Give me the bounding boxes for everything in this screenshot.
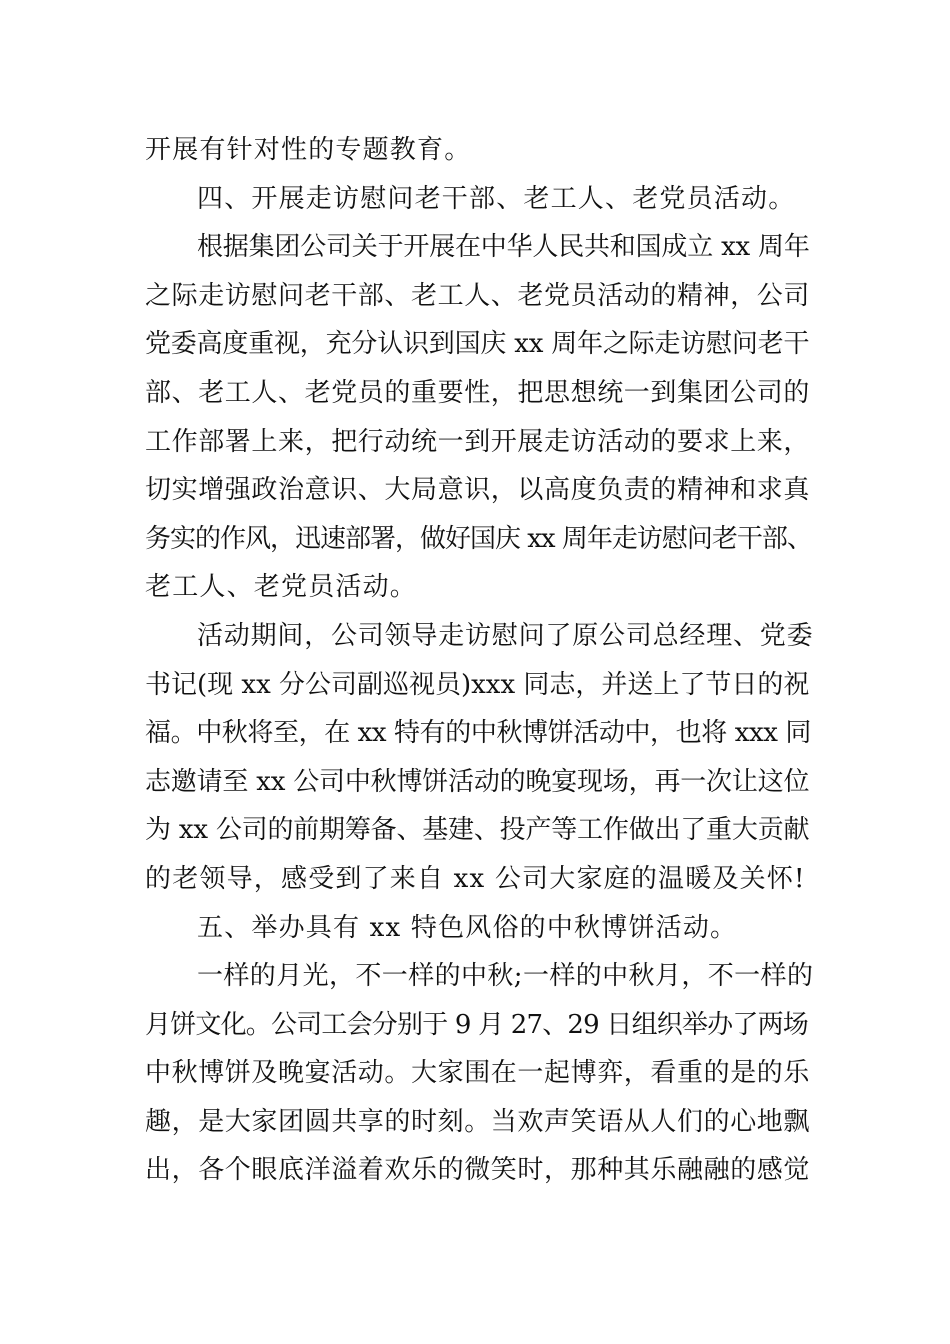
text-line: 的老领导，感受到了来自 xx 公司大家庭的温暖及关怀! (145, 863, 806, 894)
text-line: 月饼文化。公司工会分别于 9 月 27、29 日组织举办了两场 (145, 1009, 808, 1040)
document-body (145, 126, 813, 1195)
text-line: 活动期间，公司领导走访慰问了原公司总经理、党委 (197, 620, 814, 651)
text-line: 开展有针对性的专题教育。 (145, 135, 472, 165)
text-line: 福。中秋将至，在 xx 特有的中秋博饼活动中，也将 xxx 同 (145, 718, 811, 749)
text-line: 志邀请至 xx 公司中秋博饼活动的晚宴现场，再一次让这位 (145, 766, 810, 797)
section-heading: 五、举办具有 xx 特色风俗的中秋博饼活动。 (197, 912, 738, 943)
text-line: 为 xx 公司的前期筹备、基建、投产等工作做出了重大贡献 (145, 815, 810, 846)
text-line: 党委高度重视，充分认识到国庆 xx 周年之际走访慰问老干 (145, 329, 810, 360)
text-line: 工作部署上来，把行动统一到开展走访活动的要求上来， (145, 426, 811, 457)
text-line: 中秋博饼及晚宴活动。大家围在一起博弈，看重的是的乐 (145, 1058, 811, 1089)
text-line: 根据集团公司关于开展在中华人民共和国成立 xx 周年 (197, 232, 810, 263)
section-heading: 四、开展走访慰问老干部、老工人、老党员活动。 (197, 183, 796, 214)
text-line: 出，各个眼底洋溢着欢乐的微笑时，那种其乐融融的感觉 (145, 1155, 811, 1186)
text-line: 老工人、老党员活动。 (145, 572, 418, 603)
text-line: 趣，是大家团圆共享的时刻。当欢声笑语从人们的心地飘 (145, 1106, 811, 1137)
text-line: 务实的作风，迅速部署，做好国庆 xx 周年走访慰问老干部、 (145, 523, 812, 554)
text-line: 之际走访慰问老干部、老工人、老党员活动的精神，公司 (145, 280, 811, 311)
text-line: 切实增强政治意识、大局意识，以高度负责的精神和求真 (145, 475, 811, 506)
text-line: 部、老工人、老党员的重要性，把思想统一到集团公司的 (145, 377, 811, 408)
text-line: 一样的月光，不一样的中秋;一样的中秋月，不一样的 (197, 961, 814, 992)
text-line: 书记(现 xx 分公司副巡视员)xxx 同志，并送上了节日的祝 (145, 669, 810, 700)
